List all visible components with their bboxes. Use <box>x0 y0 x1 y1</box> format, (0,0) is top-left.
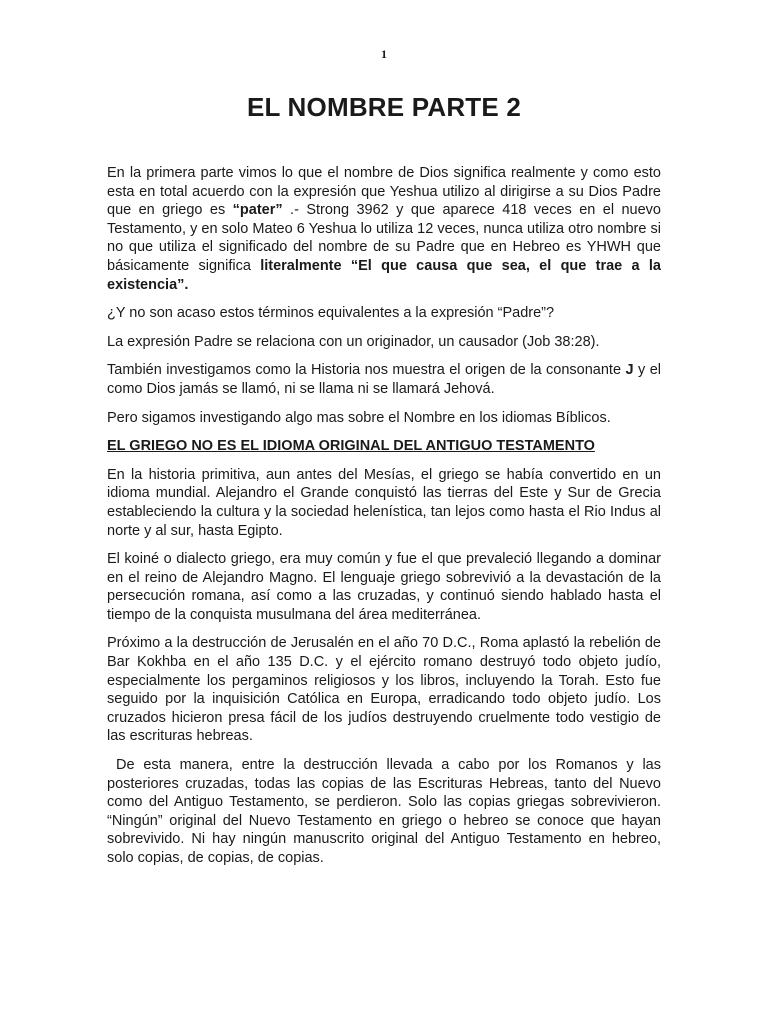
document-page <box>107 0 661 1024</box>
consonant-j: J <box>625 362 634 379</box>
paragraph-padre: La expresión Padre se relaciona con un originador, un causador (Job 38:28). <box>107 333 600 350</box>
paragraph-destruction: Próximo a la destrucción de Jerusalén en el año 70 D.C., Roma aplastó la rebelión de Bar Kokhba en el año 135 D.C. y el ejército romano destruyó todo objeto judío, especialmente los pergaminos religiosos y los libros, incluyendo la Torah. Esto fue seguido por la inquisición Católica en Europa, erradicando todo objeto judío. Los cruzados hicieron presa fácil de los judíos destruyendo cruelmente todo vestigio de las escrituras hebreas. <box>107 635 661 745</box>
paragraph-greek-history: En la historia primitiva, aun antes del Mesías, el griego se había convertido en un idioma mundial. Alejandro el Grande conquistó las tierras del Este y Sur de Grecia estableciendo la cultura y la sociedad helenística, tan lejos como hasta el Rio Indus al norte y al sur, hasta Egipto. <box>107 466 661 539</box>
paragraph-consonant-j <box>107 361 661 398</box>
page-number: 1 <box>381 47 387 61</box>
paragraph-copies: De esta manera, entre la destrucción llevada a cabo por los Romanos y las posteriores cruzadas, todas las copias de las Escrituras Hebreas, tanto del Nuevo como del Antiguo Testamento, se perdieron. Solo las copias griegas sobrevivieron. “Ningún” original del Nuevo Testamento en griego o hebreo se conoce que hayan sobrevivido. Ni hay ningún manuscrito original del Antiguo Testamento en hebreo, solo copias, de copias, de copias. <box>107 757 661 866</box>
paragraph-intro-text-c: .- Strong 3962 y que aparece 418 veces en el nuevo Testamento, y en solo Mateo 6 Yeshua lo utiliza 12 veces, nunca utiliza otro nombre si no que utiliza el significado del nombre de su Padre que en Hebreo es YHWH que básicamente significa <box>107 202 661 274</box>
page-title: EL NOMBRE PARTE 2 <box>246 92 522 122</box>
paragraph-koine: El koiné o dialecto griego, era muy común y fue el que prevaleció llegando a dominar en el reino de Alejandro Magno. El lenguaje griego sobrevivió a la devastación de la persecución romana, así como a las cruzadas, y continuó siendo hablado hasta el tiempo de la conquista musulmana del área mediterránea. <box>107 551 661 623</box>
paragraph-question: ¿Y no son acaso estos términos equivalentes a la expresión “Padre”? <box>107 305 555 322</box>
document-body <box>107 164 661 878</box>
paragraph-j-text-c: y el como Dios jamás se llamó, ni se llama ni se llamará Jehová. <box>107 362 662 397</box>
paragraph-intro-text-a: En la primera parte vimos lo que el nombre de Dios significa realmente y como esto esta en total acuerdo con la expresión que Yeshua utilizo al dirigirse a su Dios Padre que en griego es <box>107 165 661 219</box>
paragraph-continue: Pero sigamos investigando algo mas sobre el Nombre en los idiomas Bíblicos. <box>107 409 611 426</box>
paragraph-j-text-a: También investigamos como la Historia nos muestra el origen de la consonante <box>107 362 626 379</box>
yhwh-meaning: literalmente “El que causa que sea, el que trae a la existencia”. <box>107 257 661 293</box>
section-heading: EL GRIEGO NO ES EL IDIOMA ORIGINAL DEL ANTIGUO TESTAMENTO <box>107 438 595 455</box>
pater-term: “pater” <box>232 202 283 219</box>
paragraph-intro <box>107 164 661 294</box>
